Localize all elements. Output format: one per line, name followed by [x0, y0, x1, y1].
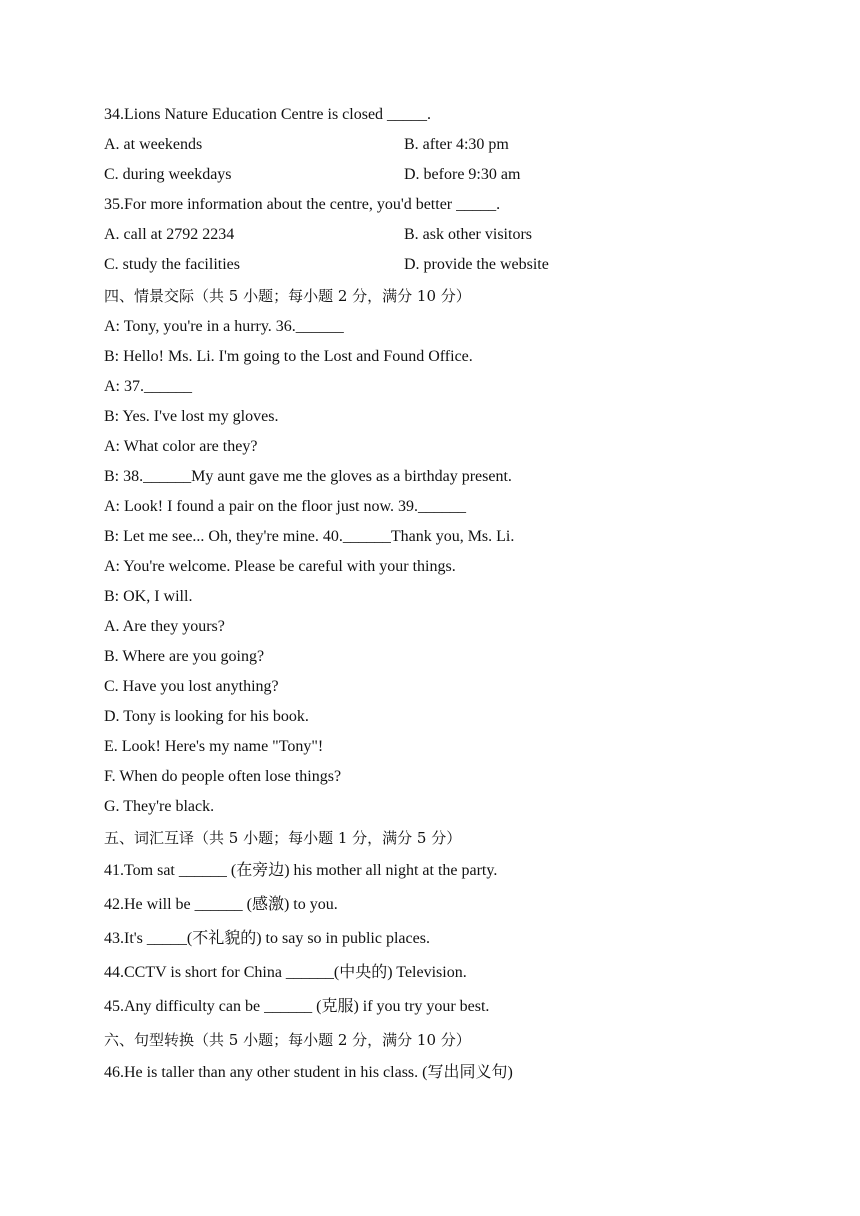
vocab-item: 43.It's _____(不礼貌的) to say so in public places.	[104, 930, 430, 947]
question-35-options-row-2	[104, 250, 804, 280]
dialogue-line: B: Let me see... Oh, they're mine. 40.______Thank you, Ms. Li.	[104, 528, 515, 545]
question-35-options-row-1	[104, 220, 804, 250]
choice-option: F. When do people often lose things?	[104, 768, 342, 785]
choice-option: A. Are they yours?	[104, 618, 225, 635]
question-35-option-a: A. call at 2792 2234	[104, 226, 235, 243]
question-34-stem: 34.Lions Nature Education Centre is closed _____.	[104, 106, 432, 123]
vocab-item: 45.Any difficulty can be ______ (克服) if you try your best.	[104, 998, 490, 1015]
dialogue-line: B: OK, I will.	[104, 588, 193, 605]
vocab-item: 42.He will be ______ (感激) to you.	[104, 896, 338, 913]
question-34-options-row-2	[104, 160, 804, 190]
dialogue-line: A: What color are they?	[104, 438, 258, 455]
choice-option: E. Look! Here's my name "Tony"!	[104, 738, 324, 755]
dialogue-line: A: Tony, you're in a hurry. 36.______	[104, 318, 344, 335]
question-35-option-b: B. ask other visitors	[404, 226, 532, 243]
dialogue-line: B: Yes. I've lost my gloves.	[104, 408, 279, 425]
dialogue-line: A: You're welcome. Please be careful with your things.	[104, 558, 456, 575]
dialogue-line: A: Look! I found a pair on the floor just now. 39.______	[104, 498, 467, 515]
dialogue-line: B: Hello! Ms. Li. I'm going to the Lost and Found Office.	[104, 348, 473, 365]
question-34-option-a: A. at weekends	[104, 136, 203, 153]
question-35-option-d: D. provide the website	[404, 256, 549, 273]
question-34-option-b: B. after 4:30 pm	[404, 136, 509, 153]
exam-page	[104, 100, 804, 1090]
question-34-options-row-1	[104, 130, 804, 160]
vocab-item: 41.Tom sat ______ (在旁边) his mother all night at the party.	[104, 862, 498, 879]
transform-item: 46.He is taller than any other student in his class. (写出同义句)	[104, 1064, 513, 1081]
question-34-option-c: C. during weekdays	[104, 166, 232, 183]
choice-option: D. Tony is looking for his book.	[104, 708, 309, 725]
choice-option: C. Have you lost anything?	[104, 678, 279, 695]
section-6-heading: 六、句型转换（共 5 小题；每小题 2 分，满分 10 分）	[104, 1031, 471, 1049]
vocab-item: 44.CCTV is short for China ______(中央的) Television.	[104, 964, 467, 981]
section-4-heading: 四、情景交际（共 5 小题；每小题 2 分，满分 10 分）	[104, 287, 471, 305]
choice-option: G. They're black.	[104, 798, 215, 815]
question-34-option-d: D. before 9:30 am	[404, 166, 521, 183]
question-35-option-c: C. study the facilities	[104, 256, 240, 273]
choice-option: B. Where are you going?	[104, 648, 265, 665]
section-5-heading: 五、词汇互译（共 5 小题；每小题 1 分，满分 5 分）	[104, 829, 462, 847]
dialogue-line: A: 37.______	[104, 378, 192, 395]
dialogue-line: B: 38.______My aunt gave me the gloves as a birthday present.	[104, 468, 512, 485]
question-35-stem: 35.For more information about the centre, you'd better _____.	[104, 196, 501, 213]
